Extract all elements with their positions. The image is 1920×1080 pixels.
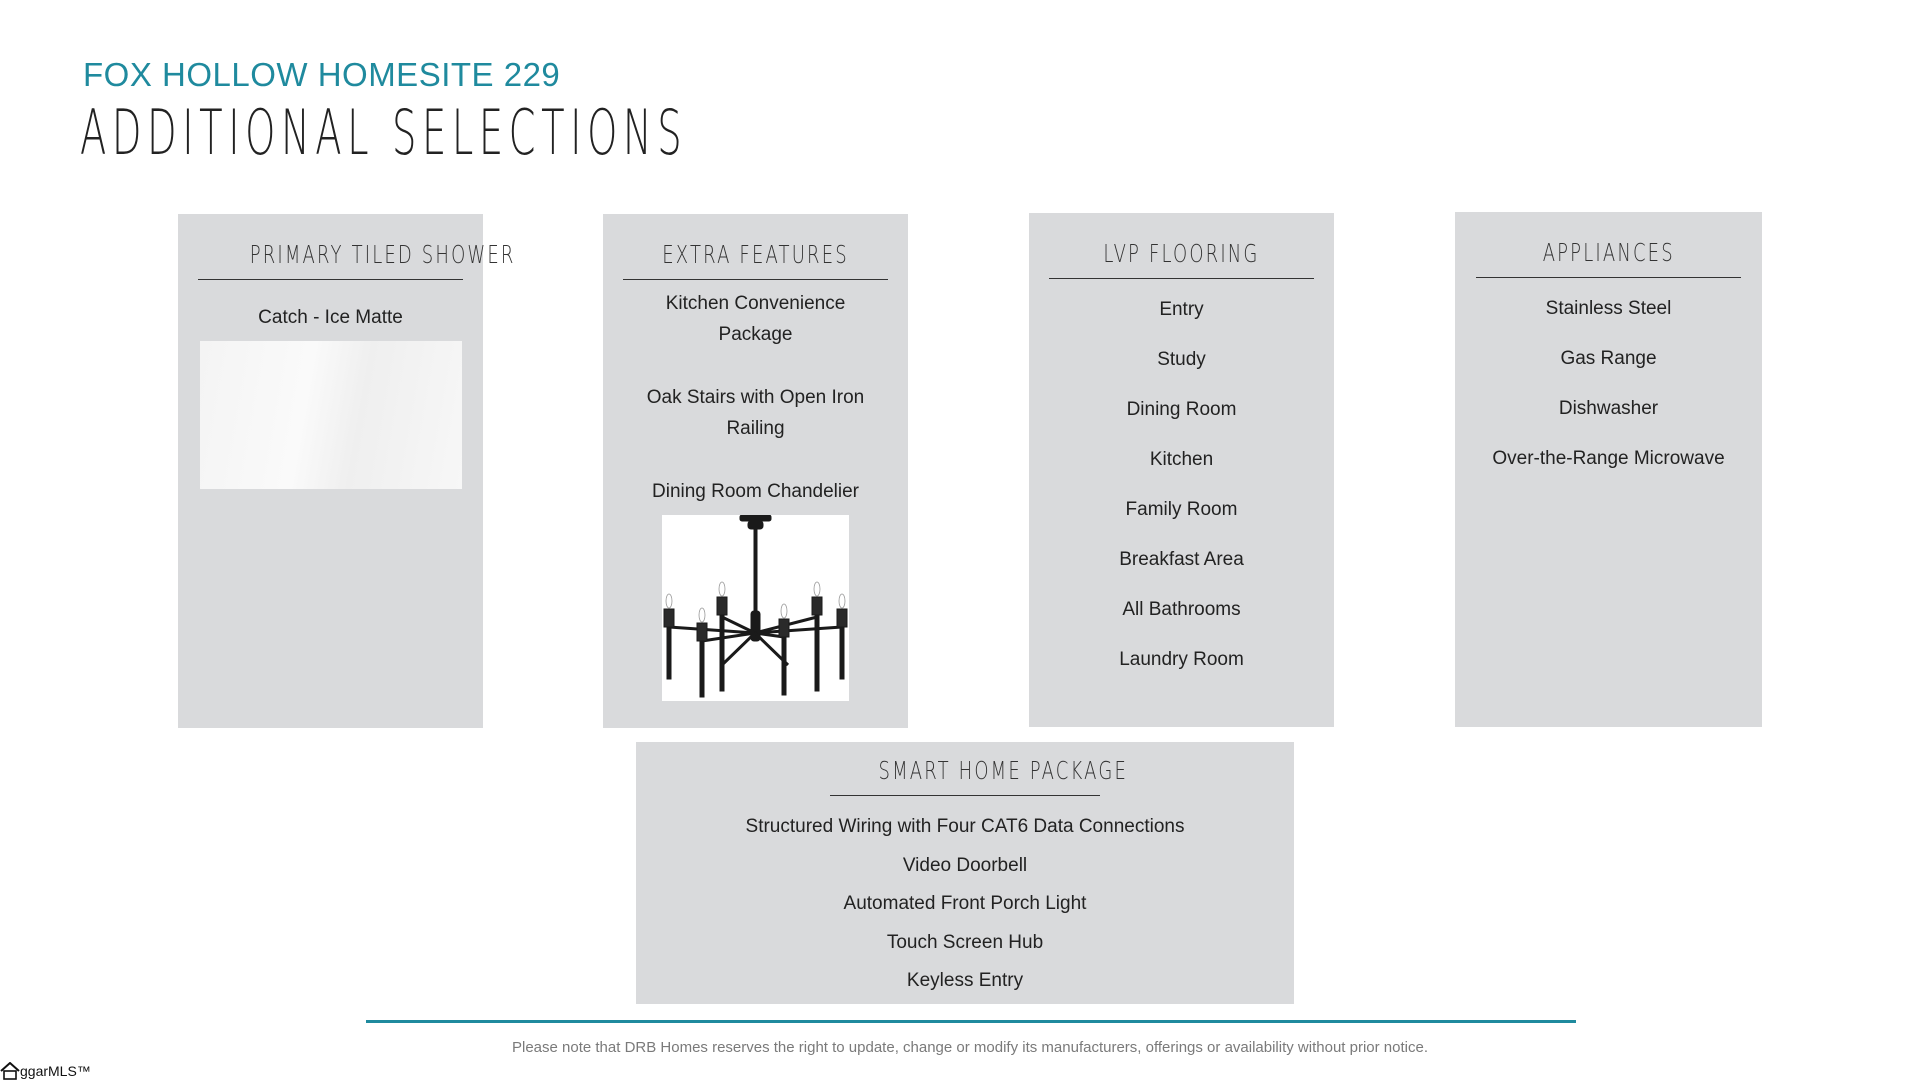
- footer-divider: [366, 1020, 1576, 1023]
- disclaimer-text: Please note that DRB Homes reserves the right to update, change or modify its manufacturers, offerings or availability without prior notice.: [511, 1039, 1428, 1056]
- lvp-flooring-card: [1029, 213, 1334, 727]
- chandelier-image: [662, 515, 849, 701]
- mls-logo: [0, 1062, 91, 1080]
- shower-tile-name: Catch - Ice Matte: [258, 307, 403, 328]
- lvp-flooring-heading: [1049, 239, 1314, 279]
- lvp-room-item: Laundry Room: [1119, 649, 1244, 670]
- extra-feature-item: Oak Stairs with Open Iron Railing: [646, 387, 865, 439]
- lvp-room-item: Entry: [1159, 299, 1204, 320]
- smart-home-item: Touch Screen Hub: [886, 931, 1044, 953]
- lvp-flooring-title: LVP FLOORING: [1103, 239, 1260, 268]
- shower-card-title: PRIMARY TILED SHOWER: [249, 240, 516, 269]
- appliance-item: Gas Range: [1560, 348, 1657, 369]
- lvp-room-item: Study: [1157, 349, 1206, 370]
- lvp-room-item: All Bathrooms: [1122, 599, 1241, 620]
- lvp-room-item: Family Room: [1125, 499, 1238, 520]
- appliance-item: Over-the-Range Microwave: [1492, 448, 1725, 469]
- tile-swatch-image: [200, 341, 462, 489]
- shower-card-heading: [198, 240, 516, 280]
- smart-home-title: SMART HOME PACKAGE: [878, 756, 1128, 785]
- extra-features-heading: [623, 240, 888, 280]
- appliances-heading: [1476, 238, 1741, 278]
- page-title: ADDITIONAL SELECTIONS: [80, 96, 688, 169]
- shower-card: [178, 214, 516, 728]
- extra-features-card: [603, 214, 908, 728]
- lvp-room-list: [1119, 285, 1244, 685]
- appliance-item: Stainless Steel: [1545, 298, 1672, 319]
- lvp-room-item: Kitchen: [1149, 449, 1214, 470]
- smart-home-item: Video Doorbell: [902, 854, 1028, 876]
- smart-home-item: Automated Front Porch Light: [843, 893, 1087, 914]
- homesite-subtitle: FOX HOLLOW HOMESITE 229: [83, 56, 561, 93]
- smart-home-item: Structured Wiring with Four CAT6 Data Connections: [745, 816, 1185, 837]
- appliance-list: [1492, 284, 1724, 484]
- appliances-title: APPLIANCES: [1542, 238, 1675, 267]
- smart-home-card: [636, 742, 1294, 1004]
- mls-logo-text: ggarMLS™: [20, 1063, 91, 1079]
- smart-home-heading: [830, 756, 1128, 796]
- smart-home-item: Keyless Entry: [906, 970, 1024, 991]
- extra-feature-item: Kitchen Convenience Package: [665, 293, 846, 345]
- appliances-card: [1455, 212, 1762, 727]
- house-icon: [0, 1062, 20, 1080]
- chandelier-icon: [662, 515, 849, 701]
- appliance-item: Dishwasher: [1558, 398, 1659, 419]
- lvp-room-item: Breakfast Area: [1119, 549, 1244, 570]
- extra-features-title: EXTRA FEATURES: [662, 240, 849, 269]
- smart-home-list: [746, 808, 1185, 1001]
- lvp-room-item: Dining Room: [1126, 399, 1237, 420]
- extra-feature-item: Dining Room Chandelier: [652, 481, 859, 502]
